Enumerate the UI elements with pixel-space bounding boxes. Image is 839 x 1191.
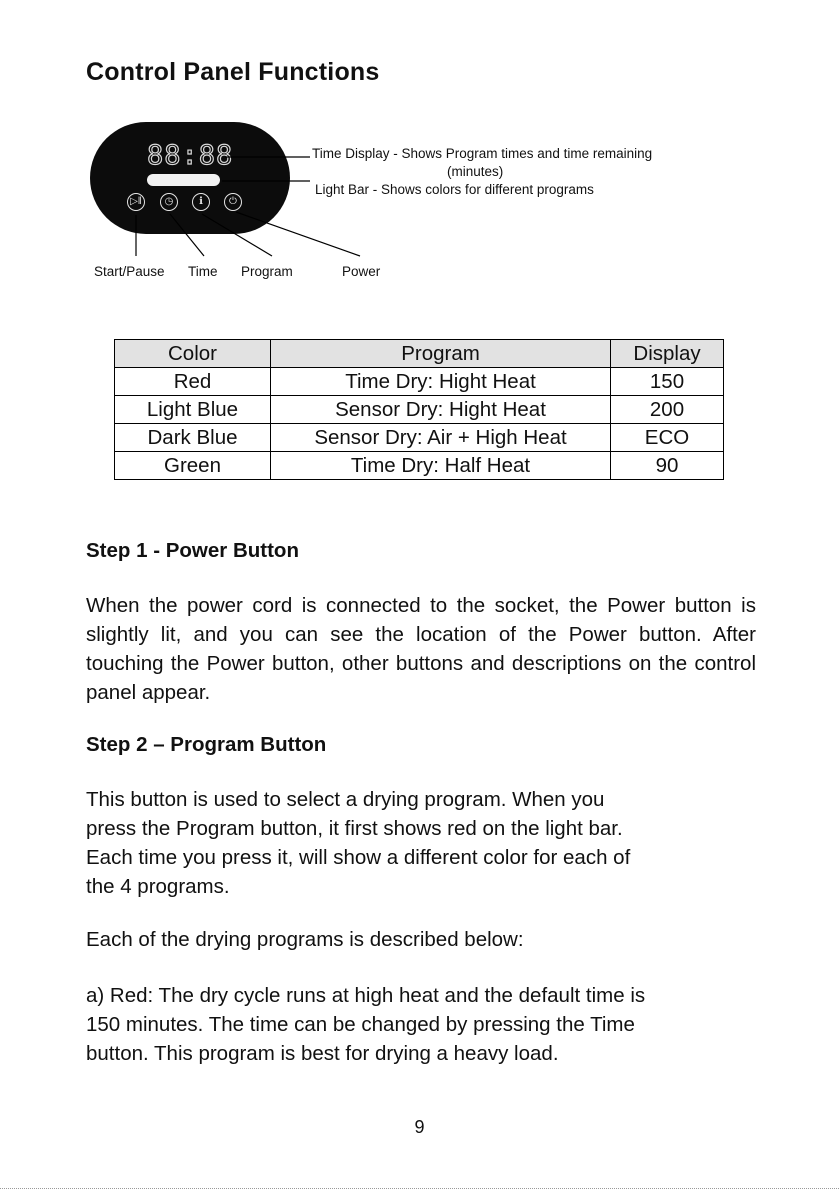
table-row — [115, 424, 724, 452]
page-bottom-rule — [0, 1188, 839, 1189]
column-header: Display — [611, 340, 724, 368]
page-number: 9 — [414, 1117, 425, 1137]
power-icon: ⏻ — [224, 193, 242, 211]
clock-icon: ◷ — [160, 193, 178, 211]
time-display-digits: 88:88 — [147, 140, 234, 171]
table-cell: 90 — [611, 452, 724, 480]
program-table — [114, 339, 724, 480]
program-label: Program — [241, 264, 293, 279]
table-row — [115, 368, 724, 396]
table-header-row — [115, 340, 724, 368]
text-line: Each time you press it, will show a different color for each of — [86, 846, 631, 869]
program-a-description — [86, 981, 756, 1068]
table-cell: Time Dry: Hight Heat — [271, 368, 611, 396]
table-cell: Time Dry: Half Heat — [271, 452, 611, 480]
table-cell: ECO — [611, 424, 724, 452]
text-line: the 4 programs. — [86, 875, 230, 898]
text-line: press the Program button, it first shows red on the light bar. — [86, 817, 623, 840]
play-pause-icon: ▷‖ — [127, 193, 145, 211]
column-header: Color — [115, 340, 271, 368]
step1-paragraph: When the power cord is connected to the socket, the Power button is slightly lit, and you can see the location of the Power button. After touching the Power button, other buttons and descriptions on the control panel appear. — [86, 594, 756, 704]
table-row — [115, 452, 724, 480]
table-cell: 200 — [611, 396, 724, 424]
control-panel-diagram — [0, 0, 839, 300]
start-pause-label: Start/Pause — [94, 264, 165, 279]
thermometer-icon: ℹ — [192, 193, 210, 211]
table-cell: Sensor Dry: Air + High Heat — [271, 424, 611, 452]
light-bar-callout: Light Bar - Shows colors for different programs — [315, 182, 594, 197]
table-cell: Sensor Dry: Hight Heat — [271, 396, 611, 424]
table-cell: Green — [115, 452, 271, 480]
text-line: a) Red: The dry cycle runs at high heat and the default time is — [86, 984, 646, 1007]
programs-intro: Each of the drying programs is described below: — [86, 928, 524, 951]
step2-paragraph — [86, 785, 756, 901]
text-line: This button is used to select a drying program. When you — [86, 788, 605, 811]
table-cell: Dark Blue — [115, 424, 271, 452]
text-line: 150 minutes. The time can be changed by pressing the Time — [86, 1013, 635, 1036]
table-cell: Red — [115, 368, 271, 396]
time-display-callout: Time Display - Shows Program times and time remaining — [312, 146, 653, 161]
column-header: Program — [271, 340, 611, 368]
text-line: button. This program is best for drying a heavy load. — [86, 1042, 559, 1065]
table-row — [115, 396, 724, 424]
time-display-unit: (minutes) — [447, 164, 504, 179]
table-cell: 150 — [611, 368, 724, 396]
power-label: Power — [342, 264, 381, 279]
time-label: Time — [188, 264, 218, 279]
step2-heading: Step 2 – Program Button — [86, 733, 327, 756]
table-cell: Light Blue — [115, 396, 271, 424]
step1-heading: Step 1 - Power Button — [86, 539, 299, 562]
page-title: Control Panel Functions — [86, 58, 380, 86]
